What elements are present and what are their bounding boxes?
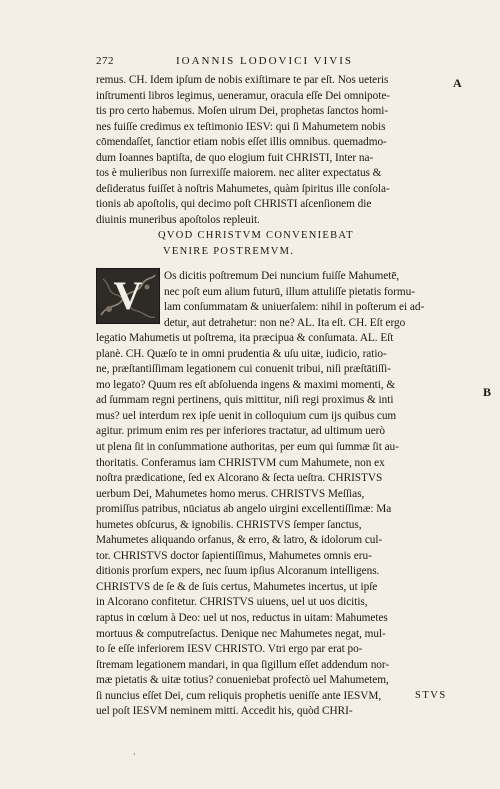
text-line: planè. CH. Quæſo te in omni prudentia & uſu uitæ, iudicio, ratio- [96, 347, 387, 360]
text-line: mortuus & computreſactus. Denique nec Mahumetes negat, mul- [96, 627, 386, 640]
text-line: ut plena ſit in conſummatione authoritas, per eum qui ſummæ ſit au- [96, 441, 399, 454]
text-line: mus? uel interdum rex ipſe uenit in colloquium cum ijs quibus cum [96, 409, 397, 422]
text-line: noſtra prædicatione, ſed ex Alcorano & ſecta ueſtra. CHRISTVS [96, 472, 383, 485]
margin-letter-b: B [483, 385, 492, 399]
text-line: to ſe eſſe inferiorem IESV CHRISTO. Vtri ergo par erat po- [96, 643, 363, 656]
text-line: CHRISTVS de ſe & de ſuis certus, Mahumetes incertus, ut ipſe [96, 580, 378, 593]
text-line: Os dicitis poſtremum Dei nuncium fuiſſe Mahumetē, [164, 270, 400, 282]
text-line: remus. CH. Idem ipſum de nobis exiſtimare te par eſt. Nos ueteris [96, 74, 389, 86]
text-line: ne, præſtantiſſimam legationem cui conuenit tribui, niſi præſtātiſſi- [96, 363, 391, 376]
running-head [96, 55, 456, 71]
section-heading-line-2: VENIRE POSTREMVM. [163, 246, 295, 257]
lower-text-block [96, 269, 456, 720]
text-line: detur, aut detrahetur: non ne? AL. Ita eſt. CH. Eſt ergo [164, 316, 406, 329]
text-line: tor. CHRISTVS doctor ſapientiſſimus, Mahumetes omnis eru- [96, 549, 372, 562]
text-line: raptus in cœlum à Deo: uel ut nos, reductus in uitam: Mahumetes [96, 612, 388, 625]
text-line: tionis ab apoſtolis, qui decimo poſt CHRISTI aſcenſionem die [96, 198, 372, 211]
text-line: mæ pietatis & uitæ totius? conueniebat profectò uel Mahumetem, [96, 674, 389, 687]
upper-text-block [96, 73, 456, 228]
catchword: STVS [415, 690, 447, 701]
text-line: diuinis muneribus apoſtolos repleuit. [96, 213, 260, 226]
text-line: promiſſus patribus, nūciatus ab angelo uirgini excellentiſſimæ: Ma [96, 503, 392, 516]
text-line: mo legato? Quum res eſt abſoluenda ingens & maximi momenti, & [96, 378, 396, 391]
signature-mark: · [133, 750, 136, 759]
margin-letter-a: A [453, 76, 462, 90]
text-line: ſi nuncius eſſet Dei, cum reliquis prophetis ueniſſe ante IESVM, [96, 689, 382, 702]
text-line: uel poſt IESVM neminem mitti. Accedit his, quòd CHRI- [96, 705, 353, 718]
section-heading-line-1: QVOD CHRISTVM CONVENIEBAT [158, 230, 354, 241]
text-line: Mahumetes aliquando orfanus, & erro, & latro, & idolorum cul- [96, 534, 383, 547]
text-line: nec poſt eum alium futurū, illum attuliſſe pietatis formu- [164, 285, 415, 298]
text-line: deſideratus fuiſſet à noſtris Mahumetes, quàm ſpiritus ille conſola- [96, 182, 390, 195]
text-line: cōmendaſſet, ſanctior etiam nobis eſſet illis omnibus. quemadmo- [96, 136, 387, 149]
text-line: humetes obſcurus, & ignobilis. CHRISTVS ſemper ſanctus, [96, 518, 362, 531]
text-line: tos è mulieribus non ſurrexiſſe maiorem. nec aliter expectatus & [96, 167, 382, 180]
initial-letter: V [113, 273, 143, 318]
text-line: legatio Mahumetis ut poſtrema, ita præcipua & conſumata. AL. Eſt [96, 332, 394, 345]
text-line: uerbum Dei, Mahumetes homo merus. CHRISTVS Meſſias, [96, 487, 365, 500]
folio-number: 272 [96, 55, 114, 67]
text-line: ad ſummam regni pertinens, quis mittitur, niſi regi proximus & inti [96, 394, 394, 407]
text-line: agitur. primum enim res per inferiores tractatur, ad ultimum uerò [96, 425, 385, 438]
text-line: ſtremam legationem mandari, in qua ſigillum eſſet addendum nor- [96, 658, 390, 671]
text-line: thoritatis. Conferamus iam CHRISTVM cum Mahumete, non ex [96, 456, 385, 469]
text-line: in Alcorano confitetur. CHRISTVS uiuens, uel ut uos dicitis, [96, 596, 368, 609]
text-line: nes fuiſſe credimus ex teſtimonio IESV: qui ſi Mahumetem nobis [96, 120, 386, 133]
text-line: lam conſummatam & uniuerſalem: nihil in poſterum ei ad- [164, 301, 425, 314]
text-line: tis pro certo habemus. Moſen uirum Dei, prophetas ſanctos homi- [96, 105, 389, 118]
text-line: inſtrumenti libros legimus, ueneramur, oracula eſſe Dei omnipote- [96, 89, 391, 102]
text-line: dum Ioannes baptiſta, de quo elogium fuit CHRISTI, Inter na- [96, 151, 374, 164]
running-title: IOANNIS LODOVICI VIVIS [176, 55, 354, 67]
text-line: ditionis prorſum expers, nec ſuum ipſius Alcoranum intelligens. [96, 565, 380, 578]
